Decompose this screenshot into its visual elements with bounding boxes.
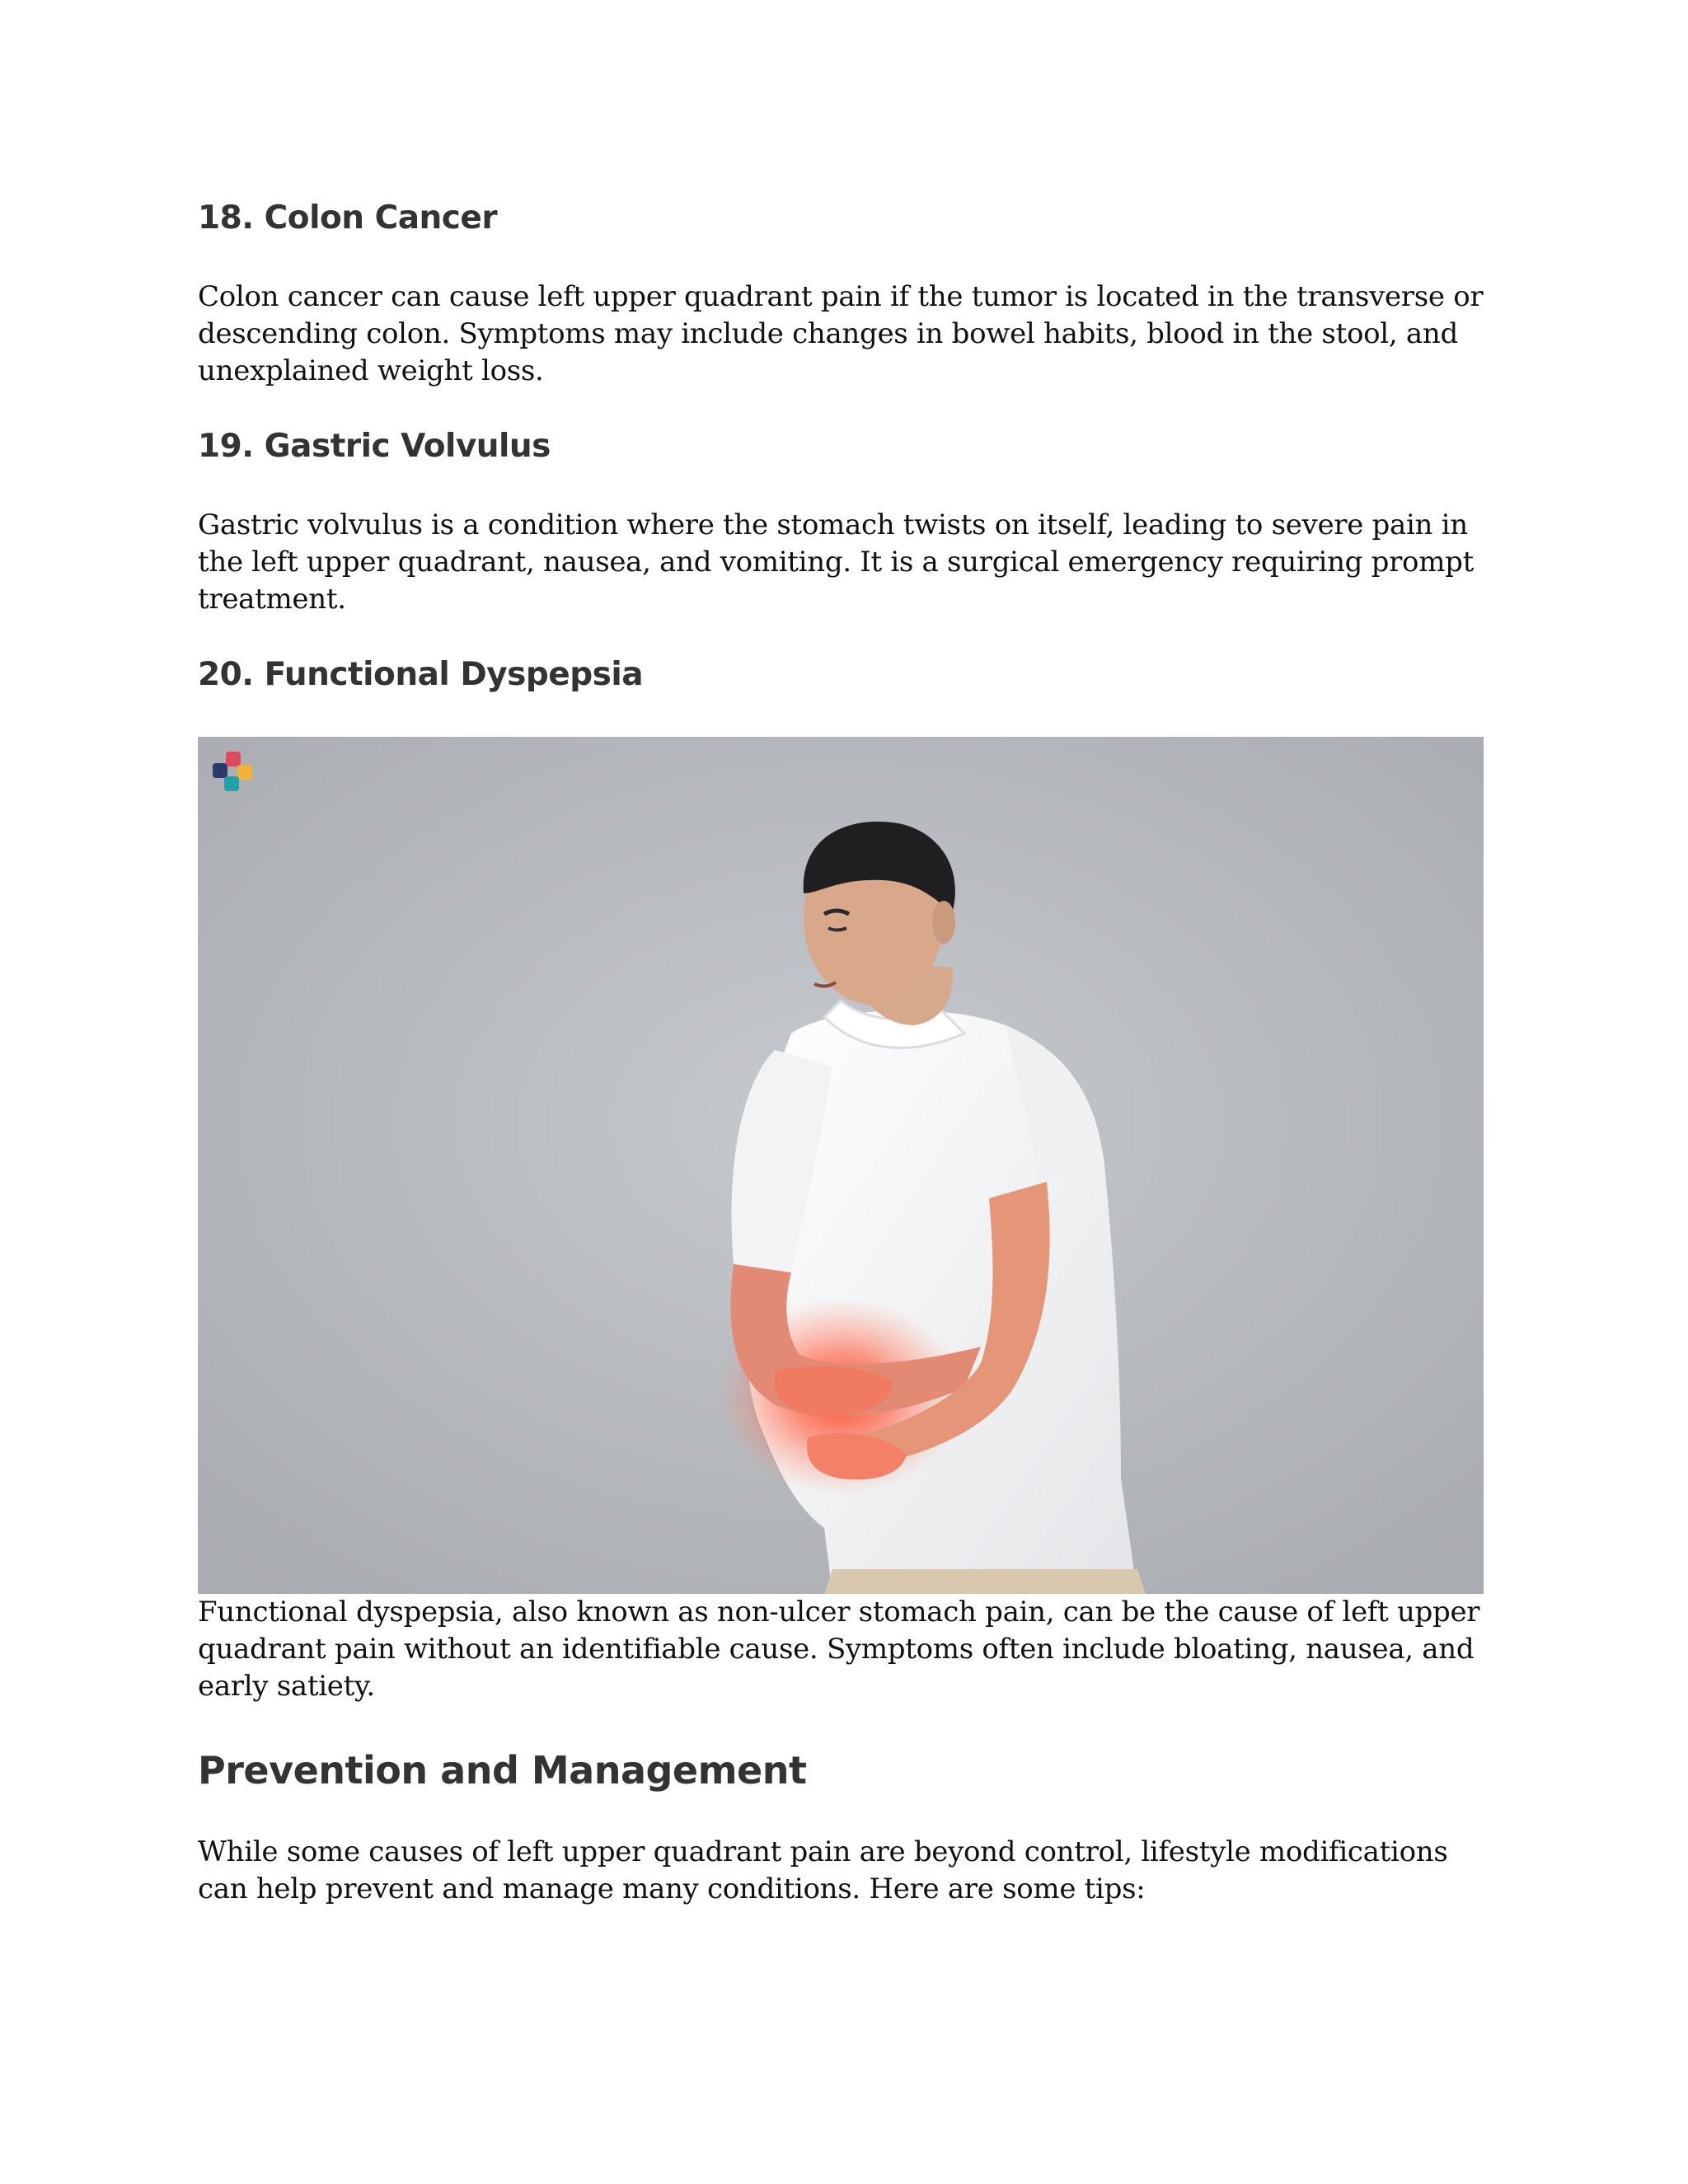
photo-illustration — [198, 737, 1484, 1594]
paragraph-colon-cancer: Colon cancer can cause left upper quadrant pain if the tumor is located in the transverse or descending colon. Symptoms may include changes in bowel habits, blood in the stool, and unexplained weight loss. — [198, 280, 1484, 387]
ear — [932, 901, 955, 944]
stomach-pain-photo — [198, 737, 1484, 1594]
pants — [824, 1569, 1146, 1594]
section-heading-functional-dyspepsia: 20. Functional Dyspepsia — [198, 656, 644, 693]
brand-logo-icon — [209, 748, 259, 798]
section-heading-prevention: Prevention and Management — [198, 1748, 807, 1793]
article-body — [198, 198, 1484, 1908]
section-heading-gastric-volvulus: 19. Gastric Volvulus — [198, 428, 551, 465]
paragraph-functional-dyspepsia: Functional dyspepsia, also known as non-ulcer stomach pain, can be the cause of left upper quadrant pain without an identifiable cause. Symptoms often include bloating, nausea, and early satiety. — [198, 1596, 1480, 1703]
section-heading-colon-cancer: 18. Colon Cancer — [198, 199, 498, 237]
paragraph-prevention: While some causes of left upper quadrant pain are beyond control, lifestyle modifications can help prevent and manage many conditions. Here are some tips: — [198, 1835, 1448, 1905]
paragraph-gastric-volvulus: Gastric volvulus is a condition where the stomach twists on itself, leading to severe pain in the left upper quadrant, nausea, and vomiting. It is a surgical emergency requiring prompt treatment. — [198, 509, 1474, 616]
